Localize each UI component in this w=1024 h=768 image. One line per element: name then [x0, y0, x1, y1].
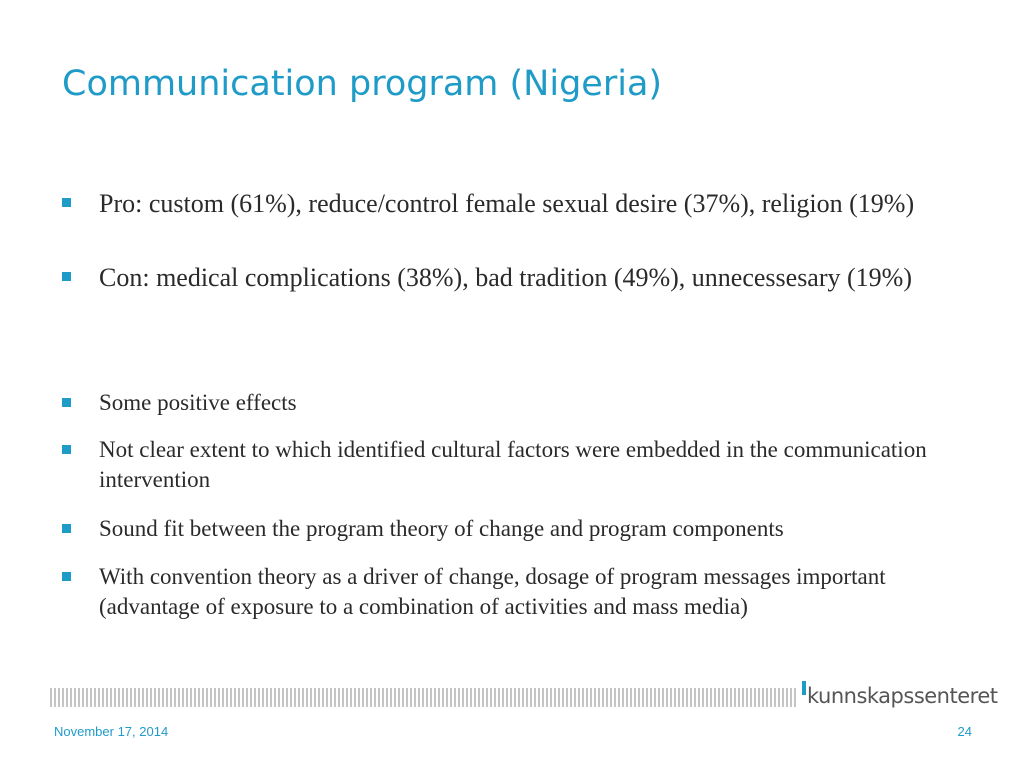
bullet-text: Pro: custom (61%), reduce/control female sexual desire (37%), religion (19%) [99, 189, 915, 218]
logo [802, 681, 997, 711]
bullet-text: Con: medical complications (38%), bad tradition (49%), unnecessesary (19%) [99, 263, 912, 292]
bullet-square-icon [62, 398, 71, 407]
bullet-square-icon [62, 272, 71, 281]
bullet-text: Some positive effects [99, 390, 297, 415]
logo-text: kunnskapssenteret [807, 684, 998, 708]
slide-title: Communication program (Nigeria) [62, 64, 663, 104]
bullet-item-cultural-factors [62, 435, 952, 495]
bullet-square-icon [62, 198, 71, 207]
bullet-text: Not clear extent to which identified cultural factors were embedded in the communication intervention [99, 437, 927, 492]
bullet-item-positive-effects [62, 388, 952, 418]
bullet-text: With convention theory as a driver of change, dosage of program messages important (advantage of exposure to a combination of activities and mass media) [99, 564, 886, 619]
bullet-square-icon [62, 524, 71, 533]
bullet-item-con [62, 261, 952, 295]
page-number: 24 [957, 724, 972, 739]
bullet-item-sound-fit [62, 514, 952, 544]
logo-mark-icon [802, 681, 806, 695]
bullet-square-icon [62, 572, 71, 581]
footer-striped-bar [50, 688, 797, 707]
bullet-square-icon [62, 445, 71, 454]
bullet-text: Sound fit between the program theory of change and program components [99, 516, 784, 541]
bullet-item-convention-theory [62, 562, 952, 622]
footer-date: November 17, 2014 [54, 724, 169, 739]
bullet-item-pro [62, 187, 952, 221]
